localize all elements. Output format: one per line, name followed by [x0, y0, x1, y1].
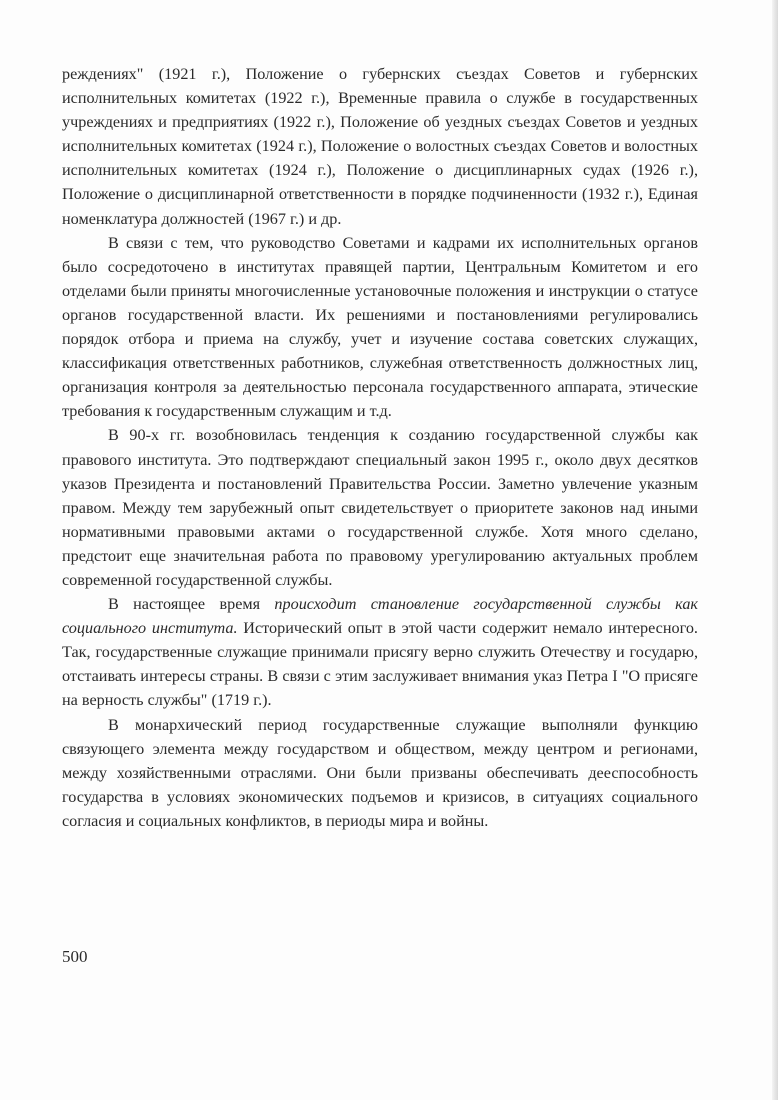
body-text — [62, 62, 698, 833]
paragraph-1: реждениях" (1921 г.), Положение о губернских съездах Советов и губернских исполнительных комитетах (1922 г.), Временные правила о службе в государственных учреждениях и предприятиях (1922 г.), Положение об уездных съездах Советов и уездных исполнительных комитетах (1924 г.), Положение о волостных съездах Советов и волостных исполнительных комитетах (1924 г.), Положение о дисциплинарных судах (1926 г.), Положение о дисциплинарной ответственности в порядке подчиненности (1932 г.), Единая номенклатура должностей (1967 г.) и др. — [62, 65, 698, 228]
page-number: 500 — [62, 947, 88, 966]
paragraph-2: В связи с тем, что руководство Советами и кадрами их исполнительных органов было сосредоточено в институтах правящей партии, Центральным Комитетом и его отделами были приняты многочисленные установочные положения и инструкции о статусе органов государственной власти. Их решениями и постановлениями регулировались порядок отбора и приема на службу, учет и изучение состава советских служащих, классификация ответственных работников, служебная ответственность должностных лиц, организация контроля за деятельностью персонала государственного аппарата, этические требования к государственным служащим и т.д. — [62, 233, 698, 421]
paragraph-4 — [62, 592, 698, 712]
paragraph-4-emphasis: происходит становление государственной службы как социального института. — [62, 595, 698, 638]
page-edge-shadow — [772, 0, 778, 1100]
paragraph-4-rest: Исторический опыт в этой части содержит немало интересного. Так, государственные служащие принимали присягу верно служить Отечеству и государю, отстаивать интересы страны. В связи с этим заслуживает внимания указ Петра I "О присяге на верность службы" (1719 г.). — [62, 619, 698, 710]
paragraph-4-lead: В настоящее время — [108, 595, 275, 614]
paragraph-3: В 90-х гг. возобновилась тенденция к созданию государственной службы как правового института. Это подтверждают специальный закон 1995 г., около двух десятков указов Президента и постановлений Правительства России. Заметно увлечение указным правом. Между тем зарубежный опыт свидетельствует о приоритете законов над иными нормативными правовыми актами о государственной службе. Хотя много сделано, предстоит еще значительная работа по правовому урегулированию актуальных проблем современной государственной службы. — [62, 426, 698, 589]
paragraph-5: В монархический период государственные служащие выполняли функцию связующего элемента между государством и обществом, между центром и регионами, между хозяйственными отраслями. Они были призваны обеспечивать дееспособность государства в условиях экономических подъемов и кризисов, в ситуациях социального согласия и социальных конфликтов, в периоды мира и войны. — [62, 715, 698, 830]
